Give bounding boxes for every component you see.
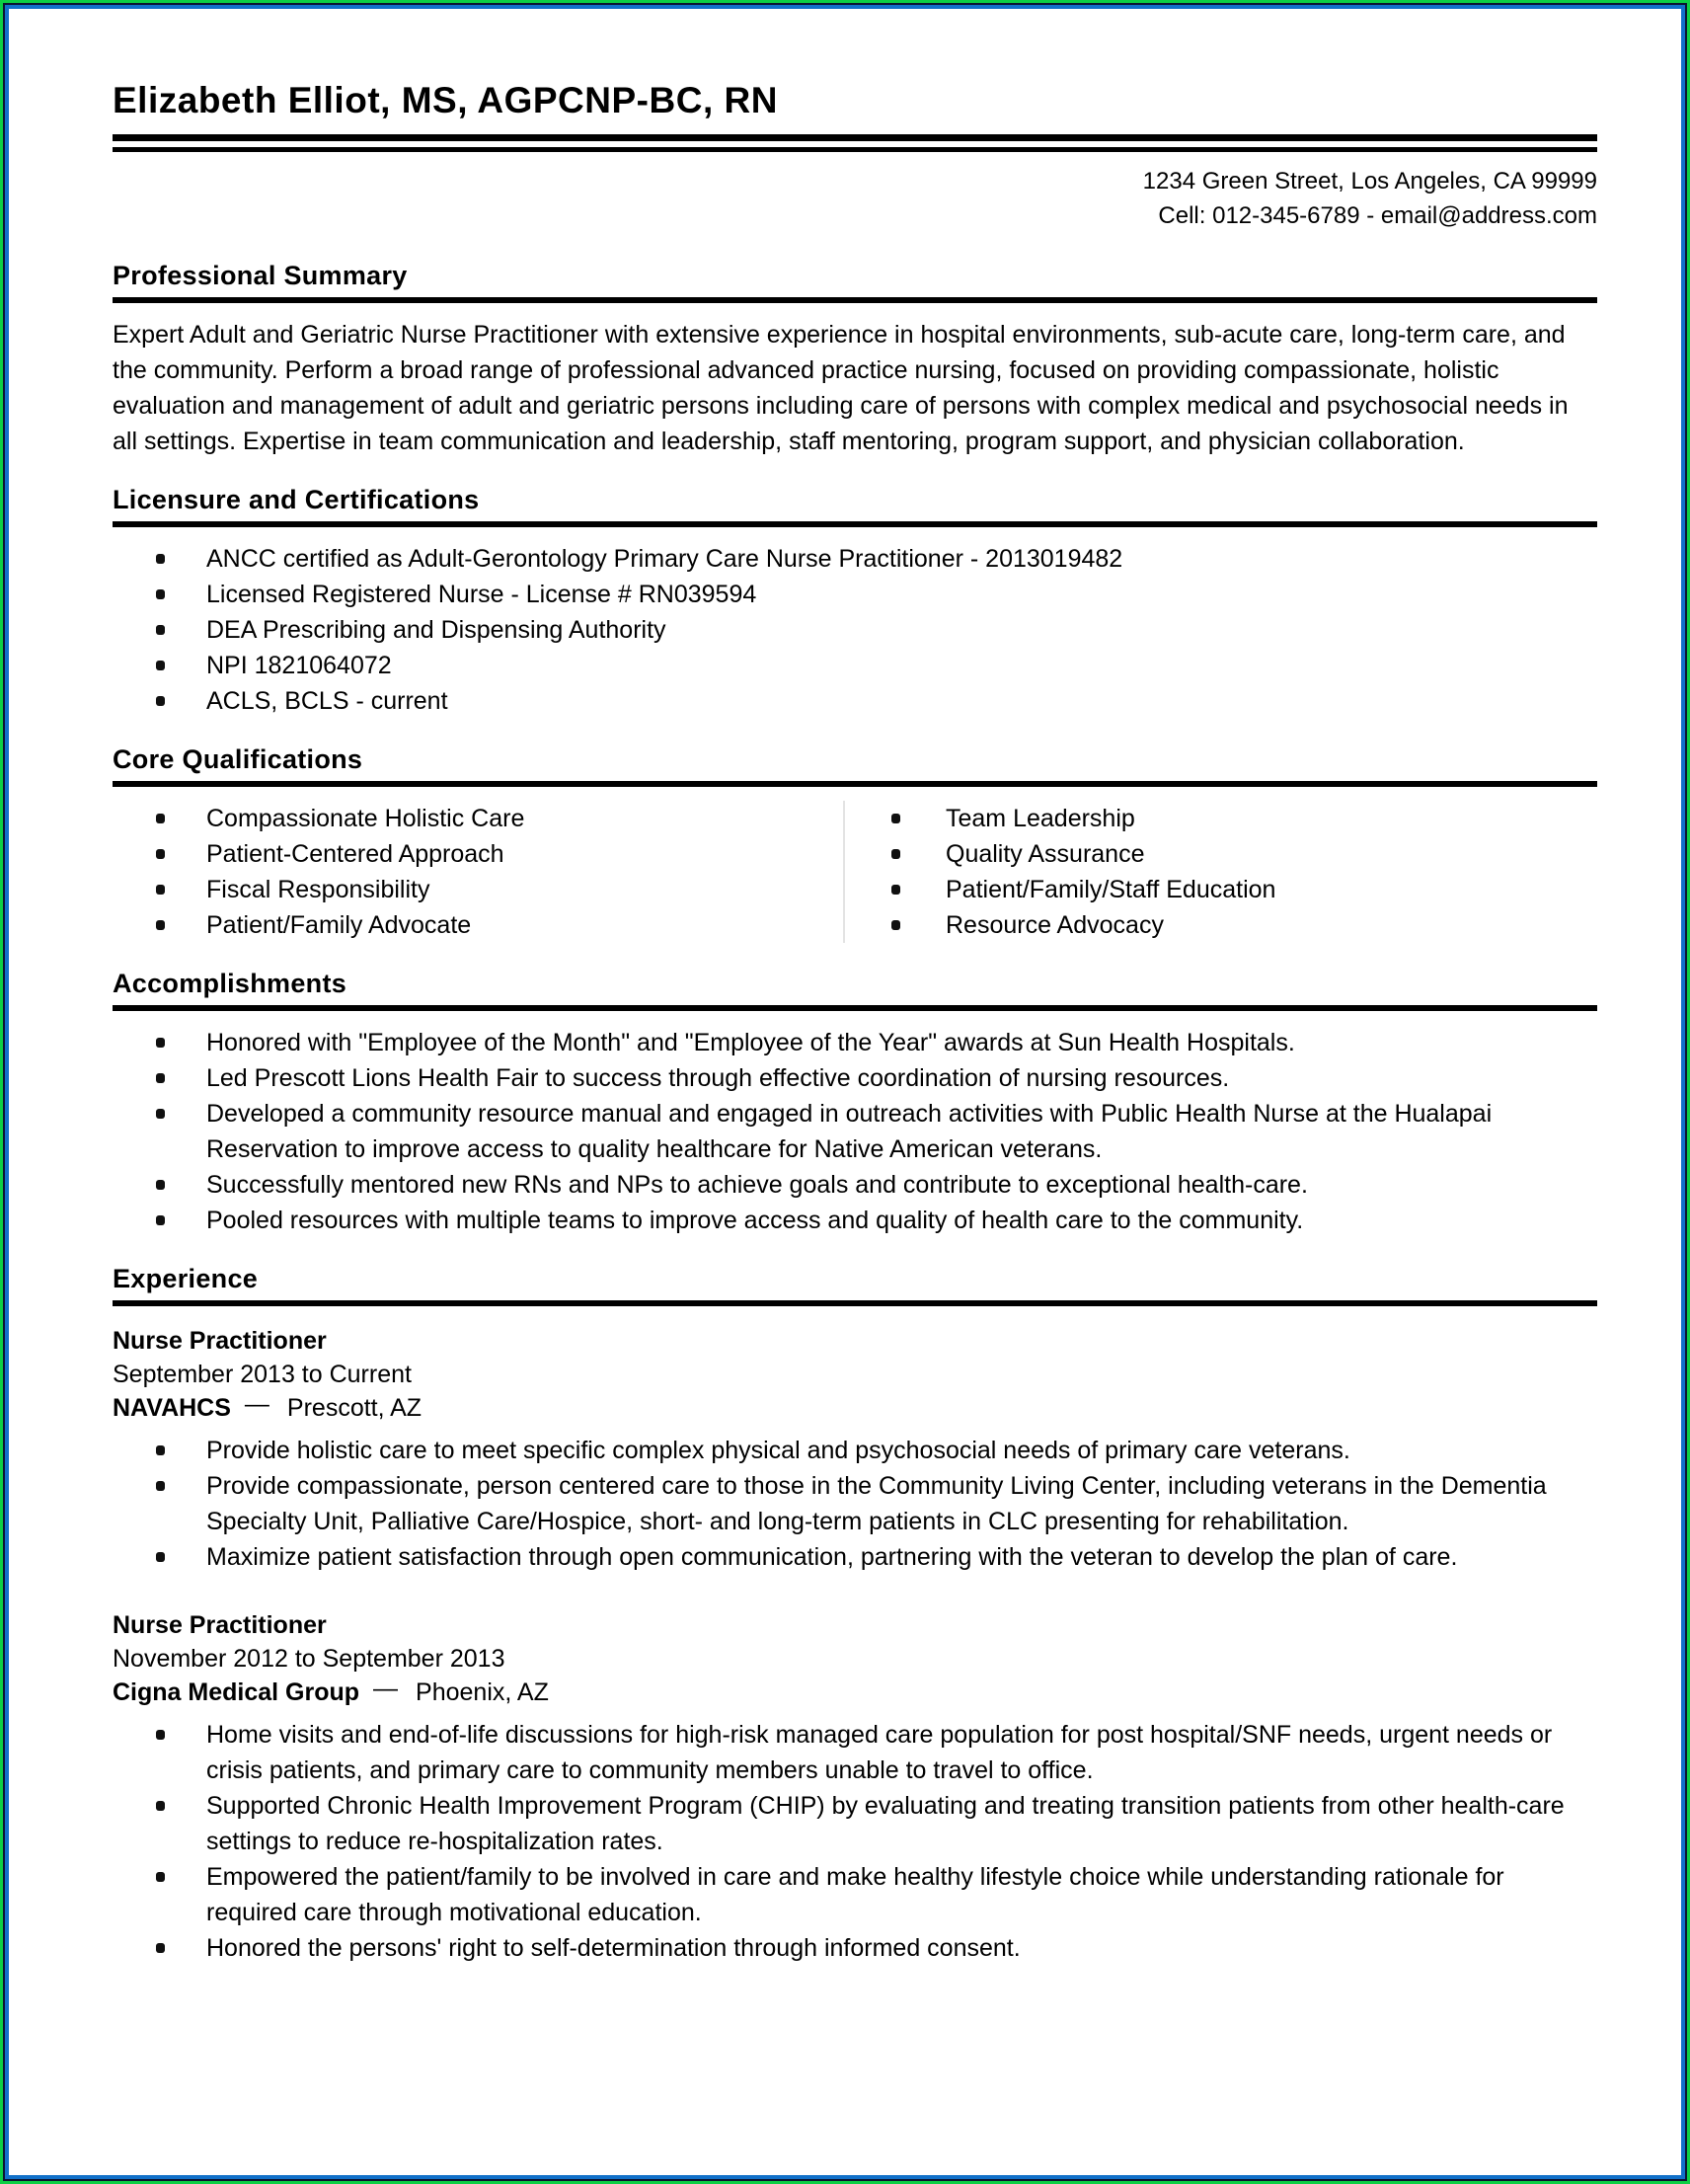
core-qualifications-left-column <box>113 801 843 943</box>
list-item: ACLS, BCLS - current <box>113 683 1597 719</box>
job-location: Prescott, AZ <box>286 1393 422 1422</box>
experience-job-cigna <box>113 1608 1597 1966</box>
list-item: NPI 1821064072 <box>113 648 1597 683</box>
list-item: Team Leadership <box>845 801 1597 836</box>
resume-page-inner <box>5 5 1685 2179</box>
licensure-list <box>113 541 1597 719</box>
list-item: Compassionate Holistic Care <box>113 801 843 836</box>
section-heading-licensure: Licensure and Certifications <box>113 485 1597 527</box>
list-item: Pooled resources with multiple teams to improve access and quality of health care to the community. <box>113 1203 1597 1238</box>
job-company: Cigna Medical Group <box>113 1677 360 1706</box>
list-item: Provide compassionate, person centered care to those in the Community Living Center, including veterans in the Dementia Specialty Unit, Palliative Care/Hospice, short- and long-term patients in CLC presenting for rehabilitation. <box>113 1468 1597 1539</box>
contact-address: 1234 Green Street, Los Angeles, CA 99999 <box>1142 167 1597 195</box>
list-item: Fiscal Responsibility <box>113 872 843 907</box>
job-dates: November 2012 to September 2013 <box>113 1644 505 1673</box>
contact-phone-email: Cell: 012-345-6789 - email@address.com <box>1158 201 1597 229</box>
list-item: Supported Chronic Health Improvement Program (CHIP) by evaluating and treating transition patients from other health-care settings to reduce re-hospitalization rates. <box>113 1788 1597 1859</box>
company-location-dash: — <box>373 1674 399 1702</box>
list-item: Home visits and end-of-life discussions for high-risk managed care population for post hospital/SNF needs, urgent needs or crisis patients, and primary care to community members unable to travel to office. <box>113 1717 1597 1788</box>
section-heading-core-qualifications: Core Qualifications <box>113 744 1597 787</box>
job-bullet-list <box>113 1433 1597 1575</box>
job-role: Nurse Practitioner <box>113 1326 327 1355</box>
list-item: Provide holistic care to meet specific complex physical and psychosocial needs of primary care veterans. <box>113 1433 1597 1468</box>
list-item: Quality Assurance <box>845 836 1597 872</box>
list-item: Patient/Family/Staff Education <box>845 872 1597 907</box>
section-heading-professional-summary: Professional Summary <box>113 261 1597 303</box>
job-company-line <box>113 1676 1597 1709</box>
professional-summary-text: Expert Adult and Geriatric Nurse Practitioner with extensive experience in hospital environments, sub-acute care, long-term care, and the community. Perform a broad range of professional advanced practice nursing, focused on providing compassionate, holistic evaluation and management of adult and geriatric persons including care of persons with complex medical and psychosocial needs in all settings. Expertise in team communication and leadership, staff mentoring, program support, and physician collaboration. <box>113 320 1569 455</box>
section-heading-experience: Experience <box>113 1264 1597 1306</box>
resume-name: Elizabeth Elliot, MS, AGPCNP-BC, RN <box>113 80 778 120</box>
list-item: Led Prescott Lions Health Fair to success through effective coordination of nursing resources. <box>113 1060 1597 1096</box>
company-location-dash: — <box>244 1389 269 1418</box>
list-item: Honored the persons' right to self-determination through informed consent. <box>113 1930 1597 1966</box>
list-item: Maximize patient satisfaction through open communication, partnering with the veteran to develop the plan of care. <box>113 1539 1597 1575</box>
accomplishments-list <box>113 1025 1597 1238</box>
list-item: Honored with "Employee of the Month" and "Employee of the Year" awards at Sun Health Hospitals. <box>113 1025 1597 1060</box>
list-item: Resource Advocacy <box>845 907 1597 943</box>
core-qualifications-right-column <box>843 801 1597 943</box>
job-dates: September 2013 to Current <box>113 1360 412 1388</box>
job-company-line <box>113 1391 1597 1425</box>
job-location: Phoenix, AZ <box>416 1677 549 1706</box>
core-qualifications-columns <box>113 801 1597 943</box>
list-item: Patient/Family Advocate <box>113 907 843 943</box>
job-bullet-list <box>113 1717 1597 1966</box>
list-item: Developed a community resource manual and engaged in outreach activities with Public Health Nurse at the Hualapai Reservation to improve access to quality healthcare for Native American veterans. <box>113 1096 1597 1167</box>
experience-job-navahcs <box>113 1324 1597 1575</box>
list-item: ANCC certified as Adult-Gerontology Primary Care Nurse Practitioner - 2013019482 <box>113 541 1597 577</box>
list-item: Patient-Centered Approach <box>113 836 843 872</box>
job-role: Nurse Practitioner <box>113 1610 327 1639</box>
contact-block <box>113 164 1597 233</box>
job-company: NAVAHCS <box>113 1393 231 1422</box>
list-item: Licensed Registered Nurse - License # RN039594 <box>113 577 1597 612</box>
section-heading-accomplishments: Accomplishments <box>113 969 1597 1011</box>
title-double-rule <box>113 134 1597 152</box>
list-item: DEA Prescribing and Dispensing Authority <box>113 612 1597 648</box>
list-item: Successfully mentored new RNs and NPs to achieve goals and contribute to exceptional health-care. <box>113 1167 1597 1203</box>
list-item: Empowered the patient/family to be involved in care and make healthy lifestyle choice while understanding rationale for required care through motivational education. <box>113 1859 1597 1930</box>
